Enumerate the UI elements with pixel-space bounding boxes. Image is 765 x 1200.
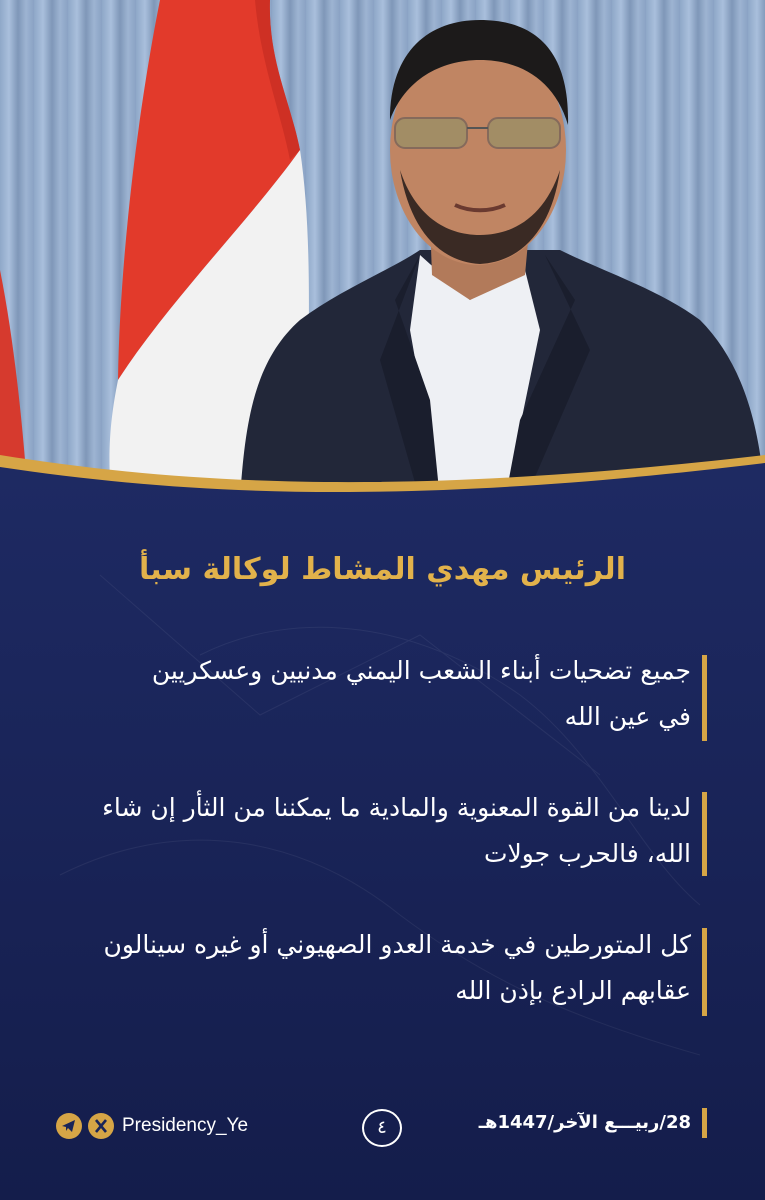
quote-line: لدينا من القوة المعنوية والمادية ما يمكننا من الثأر إن شاء [102,793,691,822]
quote-2-text [31,785,691,877]
quote-line: الله، فالحرب جولات [483,839,691,868]
telegram-icon[interactable] [56,1113,82,1139]
quote-bar [702,792,707,876]
quote-bar [702,928,707,1016]
quote-3-text [31,922,691,1014]
headline: الرئيس مهدي المشاط لوكالة سبأ [139,552,626,587]
quote-1-text [31,648,691,740]
x-icon[interactable] [88,1113,114,1139]
page-number: ٤ [362,1109,402,1147]
portrait-photo [0,0,765,500]
date: 28/ربيـــع الآخر/1447هـ [478,1112,691,1133]
quote-bar [702,655,707,741]
social-handle[interactable]: Presidency_Ye [122,1115,249,1136]
person [240,20,765,500]
portrait-illustration [0,0,765,500]
quote-line: جميع تضحيات أبناء الشعب اليمني مدنيين وعسكريين [151,656,691,685]
flag-edge [0,270,25,470]
quote-line: كل المتورطين في خدمة العدو الصهيوني أو غيره سينالون [103,930,691,959]
quote-line: عقابهم الرادع بإذن الله [455,976,691,1005]
quote-line: في عين الله [564,702,691,731]
date-bar [702,1108,707,1138]
